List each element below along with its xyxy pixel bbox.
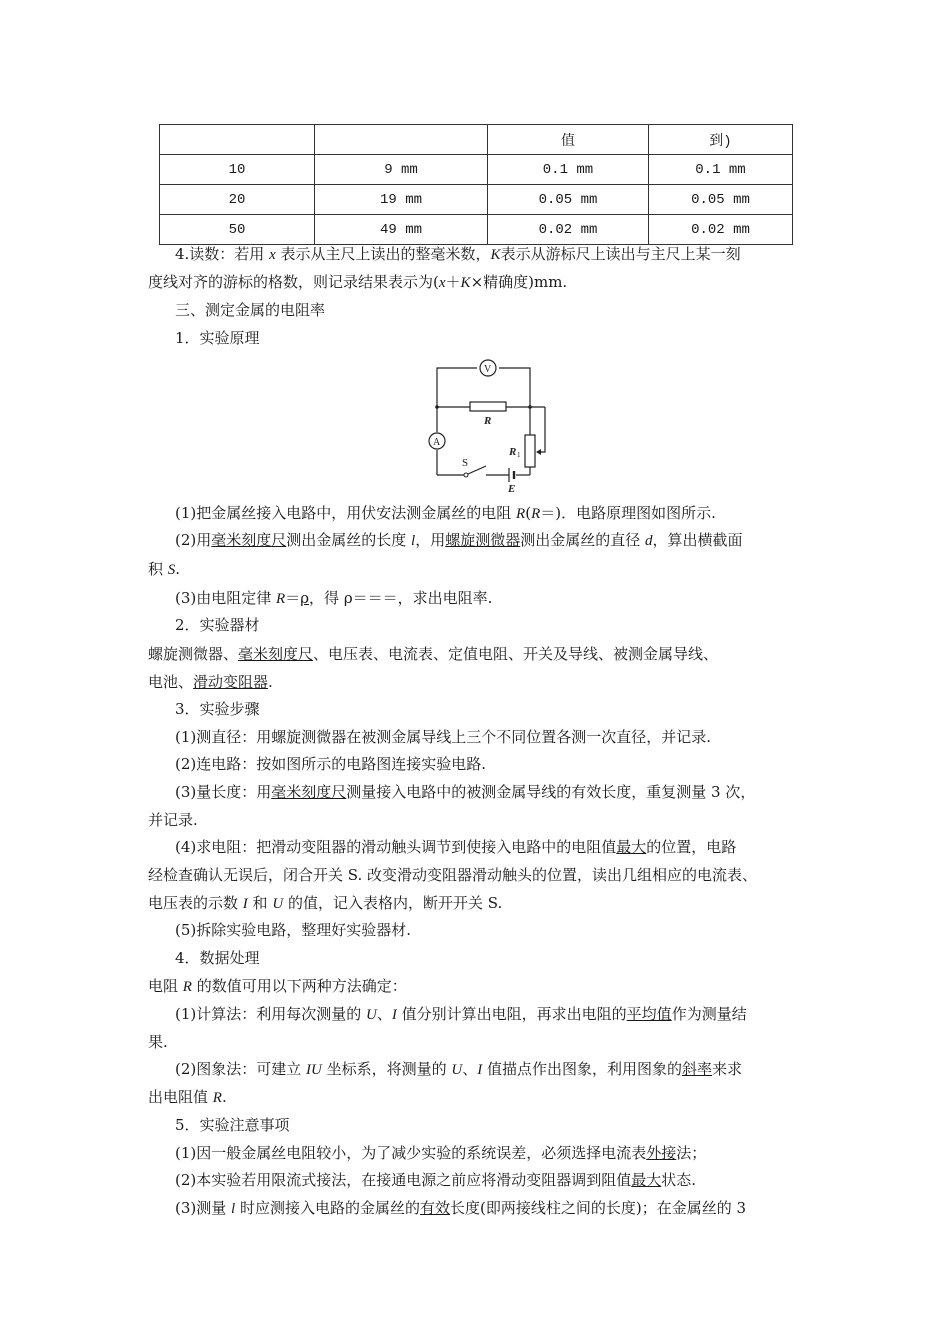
- text-line: [148, 976, 407, 997]
- text-line: [175, 1170, 696, 1190]
- text-line: [148, 672, 273, 692]
- text-span: 3．实验步骤: [175, 700, 260, 718]
- text-line: [175, 244, 741, 265]
- text-line: [175, 754, 486, 774]
- text-span: 表示从主尺上读出的整毫米数，: [275, 245, 491, 263]
- table-row: [160, 215, 793, 245]
- text-line: [175, 1059, 742, 1080]
- text-span: (1)把金属丝接入电路中，用伏安法测金属丝的电阻: [175, 504, 517, 522]
- text-span: 坐标系，将测量的: [321, 1060, 452, 1078]
- text-line: [175, 699, 260, 719]
- table-cell: 20: [160, 185, 315, 215]
- table-cell: 0.05 mm: [649, 185, 793, 215]
- text-line: [148, 559, 180, 580]
- italic-symbol: R: [182, 979, 192, 995]
- italic-symbol: R: [276, 591, 286, 607]
- text-line: [175, 920, 411, 940]
- text-span: ，算出横截面: [652, 531, 743, 549]
- text-span: 测出金属丝的长度: [286, 531, 412, 549]
- underlined-term: 最大: [631, 1171, 662, 1189]
- text-span: 法；: [676, 1144, 707, 1162]
- text-line: [148, 810, 198, 830]
- text-span: 值分别计算出电阻，再求出电阻的: [396, 1005, 627, 1023]
- resistor-label: R: [484, 415, 492, 427]
- text-line: [175, 1143, 706, 1163]
- text-span: 果.: [148, 1033, 168, 1051]
- text-span: .: [175, 560, 181, 578]
- text-span: 并记录.: [148, 811, 198, 829]
- text-line: [175, 530, 743, 551]
- italic-symbol: l: [231, 1201, 236, 1217]
- underlined-term: 最大: [616, 838, 647, 856]
- text-span: 三、测定金属的电阻率: [175, 301, 326, 319]
- table-row: [160, 185, 793, 215]
- table-header-cell: [160, 125, 315, 155]
- text-line: [175, 1198, 746, 1219]
- table-header-cell: 值: [488, 125, 649, 155]
- text-span: 、: [376, 1005, 392, 1023]
- text-span: ＝: [285, 589, 301, 607]
- text-span: (1)计算法：利用每次测量的: [175, 1005, 367, 1023]
- text-line: [148, 1032, 168, 1052]
- text-span: 来求: [712, 1060, 743, 1078]
- text-line: [175, 727, 711, 747]
- text-span: 电压表的示数: [148, 894, 243, 912]
- table-cell: 0.05 mm: [488, 185, 649, 215]
- text-span: 4．数据处理: [175, 949, 260, 967]
- italic-symbol: I: [391, 1007, 397, 1023]
- text-span: 电阻: [148, 977, 183, 995]
- text-span: 测量接入电路中的被测金属导线的有效长度，重复测量 3 次，: [346, 783, 756, 801]
- text-span: (3)由电阻定律: [175, 589, 277, 607]
- text-line: [175, 1115, 290, 1135]
- text-span: 表示从游标尺上读出与主尺上某一刻: [500, 245, 741, 263]
- underlined-term: 滑动变阻器: [193, 673, 269, 691]
- table-cell: 19 mm: [315, 185, 488, 215]
- text-line: [175, 328, 260, 348]
- text-span: 、: [462, 1060, 478, 1078]
- text-line: [175, 615, 260, 635]
- text-span: 值描点作出图象，利用图象的: [482, 1060, 683, 1078]
- voltmeter-label: V: [484, 364, 492, 375]
- table-cell: 0.02 mm: [649, 215, 793, 245]
- text-line: [175, 837, 736, 857]
- text-span: 经检查确认无误后，闭合开关 S. 改变滑动变阻器滑动触头的位置，读出几组相应的电流表、: [148, 866, 758, 884]
- table-cell: 0.1 mm: [649, 155, 793, 185]
- underlined-term: 毫米刻度尺: [238, 645, 314, 663]
- text-line: [175, 1004, 747, 1025]
- underlined-term: 有效: [419, 1199, 450, 1217]
- text-span: 出电阻值: [148, 1088, 213, 1106]
- text-span: 作为测量结: [671, 1005, 747, 1023]
- text-line: [175, 948, 260, 968]
- table-cell: 49 mm: [315, 215, 488, 245]
- underlined-term: 螺旋测微器: [445, 531, 521, 549]
- text-span: (1)因一般金属丝电阻较小，为了减少实验的系统误差，必须选择电流表: [175, 1144, 647, 1162]
- rheostat-label: R: [509, 446, 517, 458]
- italic-symbol: U: [272, 896, 284, 912]
- italic-symbol: K: [490, 247, 501, 263]
- table-cell: 50: [160, 215, 315, 245]
- italic-symbol: K: [460, 275, 471, 291]
- text-span: 、电压表、电流表、定值电阻、开关及导线、被测金属导线、: [313, 645, 719, 663]
- text-span: (3)量长度：用: [175, 783, 272, 801]
- text-line: [148, 893, 502, 914]
- text-span: 2．实验器材: [175, 616, 260, 634]
- italic-symbol: l: [411, 533, 416, 549]
- text-span: 积: [148, 560, 168, 578]
- italic-symbol: U: [366, 1007, 377, 1023]
- table-row: [160, 155, 793, 185]
- text-span: ＝)．电路原理图如图所示.: [540, 504, 716, 522]
- text-span: 的值，记入表格内，断开开关 S.: [283, 894, 503, 912]
- italic-symbol: S: [167, 562, 176, 578]
- italic-symbol: I: [477, 1062, 483, 1078]
- text-span: ，用: [415, 531, 446, 549]
- text-span: ×精确度)mm.: [470, 273, 568, 291]
- text-span: (: [525, 504, 532, 522]
- switch-label: S: [462, 457, 469, 469]
- text-span: (1)测直径：用螺旋测微器在被测金属导线上三个不同位置各测一次直径，并记录.: [175, 728, 712, 746]
- text-span: ，得 ρ＝＝＝，求出电阻率.: [309, 589, 493, 607]
- text-span: 的位置，电路: [646, 838, 737, 856]
- text-span: (2)用: [175, 531, 212, 549]
- underlined-term: 毫米刻度尺: [211, 531, 287, 549]
- text-line: [148, 1087, 227, 1108]
- underlined-term: 斜率: [682, 1060, 713, 1078]
- ammeter-label: A: [433, 437, 441, 448]
- italic-symbol: d: [645, 533, 653, 549]
- text-span: (4)求电阻：把滑动变阻器的滑动触头调节到使接入电路中的电阻值: [175, 838, 617, 856]
- italic-symbol: x: [438, 275, 446, 291]
- text-span: 1．实验原理: [175, 329, 260, 347]
- text-span: 螺旋测微器、: [148, 645, 239, 663]
- text-span: (2)连电路：按如图所示的电路图连接实验电路.: [175, 755, 487, 773]
- vernier-table: [159, 124, 793, 245]
- table-header-row: [160, 125, 793, 155]
- table-cell: 10: [160, 155, 315, 185]
- table-cell: 0.02 mm: [488, 215, 649, 245]
- underlined-term: 毫米刻度尺: [271, 783, 347, 801]
- circuit-diagram: [420, 355, 570, 495]
- underlined-term: 外接: [646, 1144, 677, 1162]
- text-span: 时应测接入电路的金属丝的: [235, 1199, 420, 1217]
- table-header-cell: [315, 125, 488, 155]
- battery-label: E: [508, 483, 516, 495]
- italic-symbol: R: [516, 506, 526, 522]
- text-span: (5)拆除实验电路，整理好实验器材.: [175, 921, 412, 939]
- italic-symbol: I: [242, 896, 248, 912]
- text-span: (2)本实验若用限流式接法，在接通电源之前应将滑动变阻器调到阻值: [175, 1171, 632, 1189]
- text-span: .: [221, 1088, 227, 1106]
- table-cell: 9 mm: [315, 155, 488, 185]
- italic-symbol: R: [531, 506, 541, 522]
- text-span: ＋: [445, 273, 461, 291]
- text-span: 长度(即两接线柱之间的长度)；在金属丝的 3: [450, 1199, 747, 1217]
- text-line: [175, 588, 492, 609]
- text-span: 和: [247, 894, 273, 912]
- text-line: [175, 300, 325, 320]
- text-line: [148, 644, 718, 664]
- table-cell: 0.1 mm: [488, 155, 649, 185]
- underlined-term: 平均值: [626, 1005, 672, 1023]
- text-span: 状态.: [661, 1171, 697, 1189]
- text-span: (3)测量: [175, 1199, 232, 1217]
- text-span: 电池、: [148, 673, 194, 691]
- text-line: [148, 865, 757, 885]
- italic-symbol: IU: [306, 1062, 322, 1078]
- text-span: .: [268, 673, 273, 691]
- text-span: (2)图象法：可建立: [175, 1060, 307, 1078]
- text-span: 度线对齐的游标的格数，则记录结果表示为(: [148, 273, 439, 291]
- italic-symbol: x: [269, 247, 276, 263]
- text-line: [175, 503, 716, 524]
- text-line: [175, 782, 755, 802]
- table-header-cell: 到): [649, 125, 793, 155]
- text-span: 测出金属丝的直径: [520, 531, 646, 549]
- rheostat-label-subscript: 1: [517, 451, 521, 459]
- text-span: 5．实验注意事项: [175, 1116, 290, 1134]
- italic-symbol: R: [212, 1090, 222, 1106]
- underlined-term: ρ: [300, 589, 310, 607]
- text-line: [148, 272, 567, 293]
- text-span: 4.读数：若用: [175, 245, 270, 263]
- italic-symbol: U: [451, 1062, 463, 1078]
- text-span: 的数值可用以下两种方法确定：: [191, 977, 407, 995]
